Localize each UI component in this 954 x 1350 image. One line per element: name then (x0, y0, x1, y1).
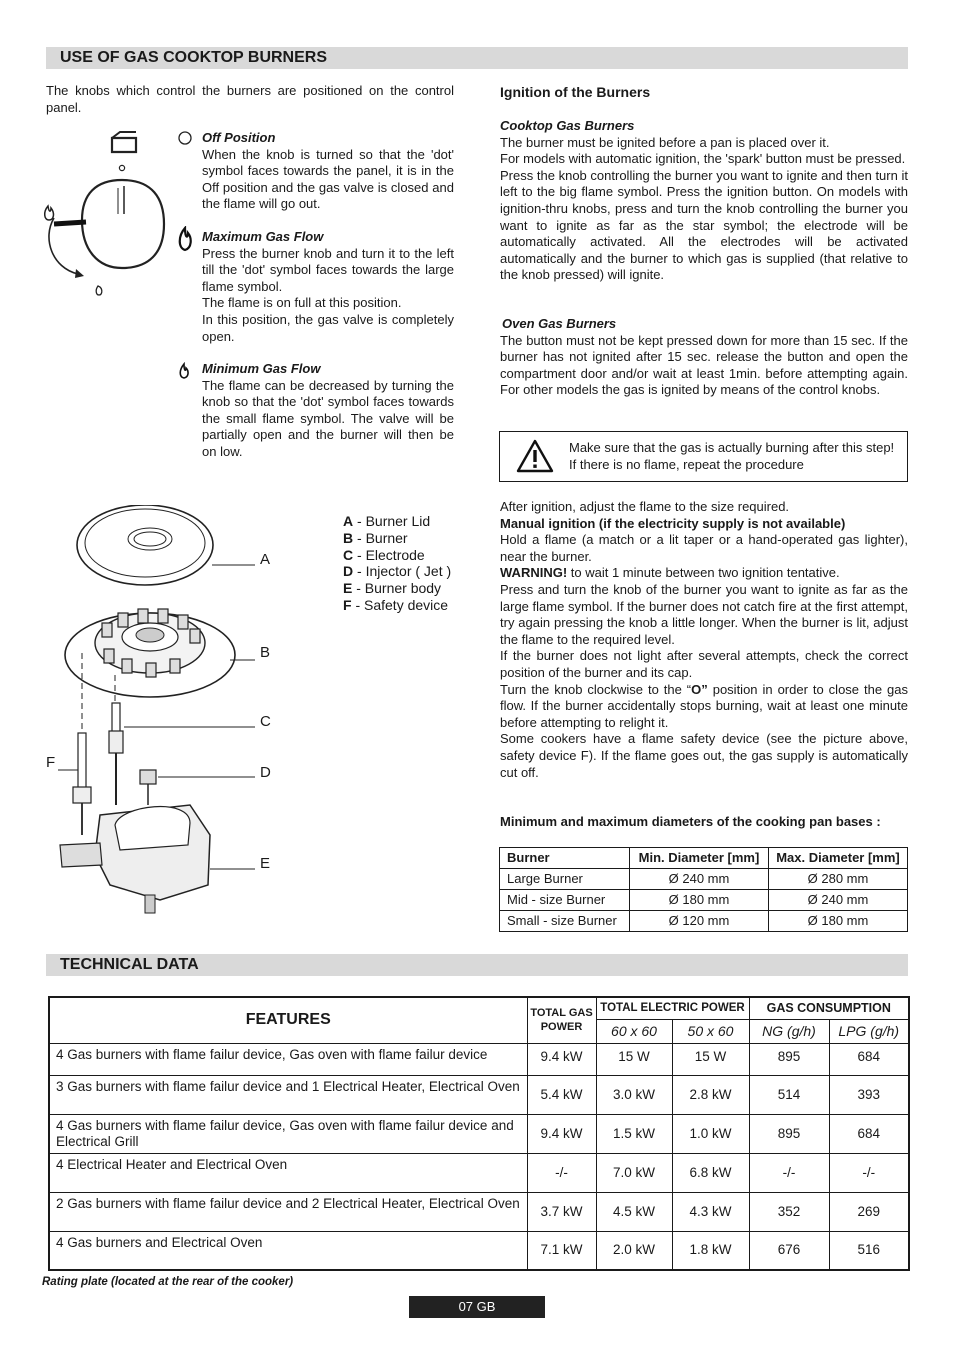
diagram-label-a: A (260, 551, 271, 568)
table-row (49, 1231, 909, 1270)
table-cell: 7.1 kW (527, 1231, 596, 1270)
after-p1: After ignition, adjust the flame to the size required. (500, 499, 790, 514)
intro-text: The knobs which control the burners are positioned on the control panel. (46, 83, 454, 115)
table-subheader: 60 x 60 (596, 1019, 672, 1043)
knob-diagram (40, 128, 190, 308)
diagram-label-c: C (260, 713, 271, 730)
section-title-gas-burners: USE OF GAS COOKTOP BURNERS (46, 47, 908, 69)
part-item: E - Burner body (343, 580, 442, 597)
table-row (49, 1114, 909, 1153)
rating-plate-note: Rating plate (located at the rear of the cooker) (42, 1276, 294, 1288)
table-cell: Ø 240 mm (630, 869, 769, 890)
table-cell: Small - size Burner (500, 911, 630, 932)
table-cell: Large Burner (500, 869, 630, 890)
table-cell: 4 Gas burners with flame failur device, Gas oven with flame failur device (49, 1043, 527, 1075)
table-subheader: NG (g/h) (749, 1019, 829, 1043)
part-item: C - Electrode (343, 546, 425, 563)
table-cell: 4.3 kW (672, 1192, 749, 1231)
table-cell: 3.7 kW (527, 1192, 596, 1231)
total-gas-header: TOTAL GAS POWER (527, 997, 596, 1043)
table-cell: 4.5 kW (596, 1192, 672, 1231)
table-cell: Ø 280 mm (769, 869, 908, 890)
warning-box (499, 431, 908, 482)
table-cell: 393 (829, 1075, 909, 1114)
cooktop-burners-title: Cooktop Gas Burners (500, 118, 635, 133)
off-position-text: When the knob is turned so that the 'dot' symbol faces towards the panel, it is in the Off position and the gas valve is closed and the flame will go out. (202, 146, 454, 212)
table-row (49, 1153, 909, 1192)
table-cell: 3.0 kW (596, 1075, 672, 1114)
diagram-label-d: D (260, 764, 271, 781)
min-flow-text: The flame can be decreased by turning the knob so that the 'dot' symbol faces towards the small flame symbol. The valve will be partially open and the burner will then be on low. (202, 377, 454, 459)
table-cell: 6.8 kW (672, 1153, 749, 1192)
table-cell: 2.8 kW (672, 1075, 749, 1114)
table-cell: 895 (749, 1114, 829, 1153)
total-electric-header: TOTAL ELECTRIC POWER (596, 997, 749, 1019)
cooktop-ignition-block (500, 118, 908, 284)
cooktop-p1: The burner must be ignited before a pan is placed over it. (500, 134, 830, 150)
max-flow-title: Maximum Gas Flow (202, 229, 324, 244)
part-item: B - Burner (343, 529, 408, 546)
part-item: F - Safety device (343, 596, 449, 613)
oven-burners-title: Oven Gas Burners (502, 316, 617, 331)
features-header: FEATURES (49, 997, 527, 1043)
table-cell: 4 Gas burners and Electrical Oven (49, 1231, 527, 1270)
warning-triangle-icon (516, 439, 554, 473)
cooktop-p3: Press the knob controlling the burner you want to ignite and then turn it left to the big flame symbol. Press the ignition button. On models with ignition-thru knobs, press and turn the knob controlling the burner you want to ignite as far as the star symbol; the electrode will be automatically activated. All the electrodes will be activated automatically and the burner to which gas is supplied (that relative to the knob pressed) will ignite. (500, 167, 908, 283)
off-circle-icon (178, 131, 192, 145)
burner-exploded-diagram (40, 505, 260, 925)
table-cell: 352 (749, 1192, 829, 1231)
table-cell: 269 (829, 1192, 909, 1231)
table-subheader: 50 x 60 (672, 1019, 749, 1043)
table-cell: Ø 180 mm (630, 890, 769, 911)
table-cell: 4 Gas burners with flame failur device, Gas oven with flame failur device and Electrical Grill (49, 1114, 527, 1153)
diameters-title: Minimum and maximum diameters of the cooking pan bases : (500, 814, 881, 829)
warning-text: Make sure that the gas is actually burning after this step! If there is no flame, repeat the procedure (569, 440, 895, 472)
table-cell: -/- (829, 1153, 909, 1192)
table-subheader: LPG (g/h) (829, 1019, 909, 1043)
table-header: Max. Diameter [mm] (769, 848, 908, 869)
table-header-row (49, 997, 909, 1019)
table-header: Min. Diameter [mm] (630, 848, 769, 869)
cooktop-p2: For models with automatic ignition, the 'spark' button must be pressed. (500, 151, 906, 167)
table-cell: -/- (527, 1153, 596, 1192)
table-cell: 1.5 kW (596, 1114, 672, 1153)
parts-list (343, 513, 493, 614)
oven-ignition-block (500, 316, 908, 399)
table-row (500, 869, 908, 890)
table-cell: 1.0 kW (672, 1114, 749, 1153)
table-row (49, 1075, 909, 1114)
diagram-label-b: B (260, 644, 271, 661)
table-cell: 3 Gas burners with flame failur device and 1 Electrical Heater, Electrical Oven (49, 1075, 527, 1114)
large-flame-icon (176, 226, 194, 252)
table-cell: 684 (829, 1043, 909, 1075)
after-p4: If the burner does not light after several attempts, check the correct position of the burner and its cap. (500, 648, 908, 680)
table-cell: 676 (749, 1231, 829, 1270)
max-flow-text3: In this position, the gas valve is completely open. (202, 311, 454, 344)
table-header: Burner (500, 848, 630, 869)
table-cell: 514 (749, 1075, 829, 1114)
table-cell: Ø 120 mm (630, 911, 769, 932)
manual-ignition-title: Manual ignition (if the electricity supply is not available) (500, 515, 846, 531)
table-cell: 516 (829, 1231, 909, 1270)
table-cell: Ø 240 mm (769, 890, 908, 911)
page-number: 07 GB (409, 1296, 545, 1318)
after-ignition-block (500, 499, 908, 781)
part-item: D - Injector ( Jet ) (343, 563, 452, 580)
max-flow-text2: The flame is on full at this position. (202, 295, 402, 311)
min-flow-title: Minimum Gas Flow (202, 361, 321, 376)
table-cell: 4 Electrical Heater and Electrical Oven (49, 1153, 527, 1192)
max-flow-text1: Press the burner knob and turn it to the left till the 'dot' symbol faces towards the large flame symbol. (202, 245, 454, 294)
table-row (500, 890, 908, 911)
table-cell: -/- (749, 1153, 829, 1192)
diagram-label-f: F (46, 754, 56, 771)
table-cell: 5.4 kW (527, 1075, 596, 1114)
technical-data-table (48, 996, 910, 1271)
table-cell: Mid - size Burner (500, 890, 630, 911)
off-position-title: Off Position (202, 130, 276, 145)
table-cell: 684 (829, 1114, 909, 1153)
table-cell: 15 W (596, 1043, 672, 1075)
table-row (500, 911, 908, 932)
diameters-table (499, 847, 908, 932)
table-row (49, 1043, 909, 1075)
table-cell: 9.4 kW (527, 1043, 596, 1075)
part-item: A - Burner Lid (343, 513, 431, 529)
table-cell: Ø 180 mm (769, 911, 908, 932)
gas-consumption-header: GAS CONSUMPTION (749, 997, 909, 1019)
after-p5: Turn the knob clockwise to the “O” position in order to close the gas flow. If the burner accidentally stops burning, wait at least one minute before attempting to relight it. (500, 681, 908, 730)
ignition-title: Ignition of the Burners (500, 84, 651, 100)
table-cell: 1.8 kW (672, 1231, 749, 1270)
table-row (49, 1192, 909, 1231)
oven-p: The button must not be kept pressed down for more than 15 sec. If the burner has not ignited after 15 sec. release the button and open the compartment door and/or wait at least 1min. before attempting again. For other models the gas is ignited by means of the control knobs. (500, 332, 908, 398)
table-cell: 2 Gas burners with flame failur device and 2 Electrical Heater, Electrical Oven (49, 1192, 527, 1231)
table-header-row (500, 848, 908, 869)
table-cell: 7.0 kW (596, 1153, 672, 1192)
table-cell: 895 (749, 1043, 829, 1075)
after-warning: WARNING! to wait 1 minute between two ignition tentative. (500, 565, 840, 581)
after-p3: Press and turn the knob of the burner you want to ignite as far as the large flame symbol. If the burner does not catch fire at the first attempt, try again pressing the knob a little longer. When the burner is lit, adjust the flame to the required level. (500, 581, 908, 647)
diagram-label-e: E (260, 855, 271, 872)
small-flame-icon (178, 362, 190, 380)
table-cell: 9.4 kW (527, 1114, 596, 1153)
after-p2: Hold a flame (a match or a lit taper or a hand-operated gas lighter), near the burner. (500, 532, 908, 564)
section-title-technical-data: TECHNICAL DATA (46, 954, 908, 976)
table-cell: 2.0 kW (596, 1231, 672, 1270)
after-p6: Some cookers have a flame safety device (see the picture above, safety device F). If the flame goes out, the gas supply is automatically cut off. (500, 731, 908, 780)
table-cell: 15 W (672, 1043, 749, 1075)
